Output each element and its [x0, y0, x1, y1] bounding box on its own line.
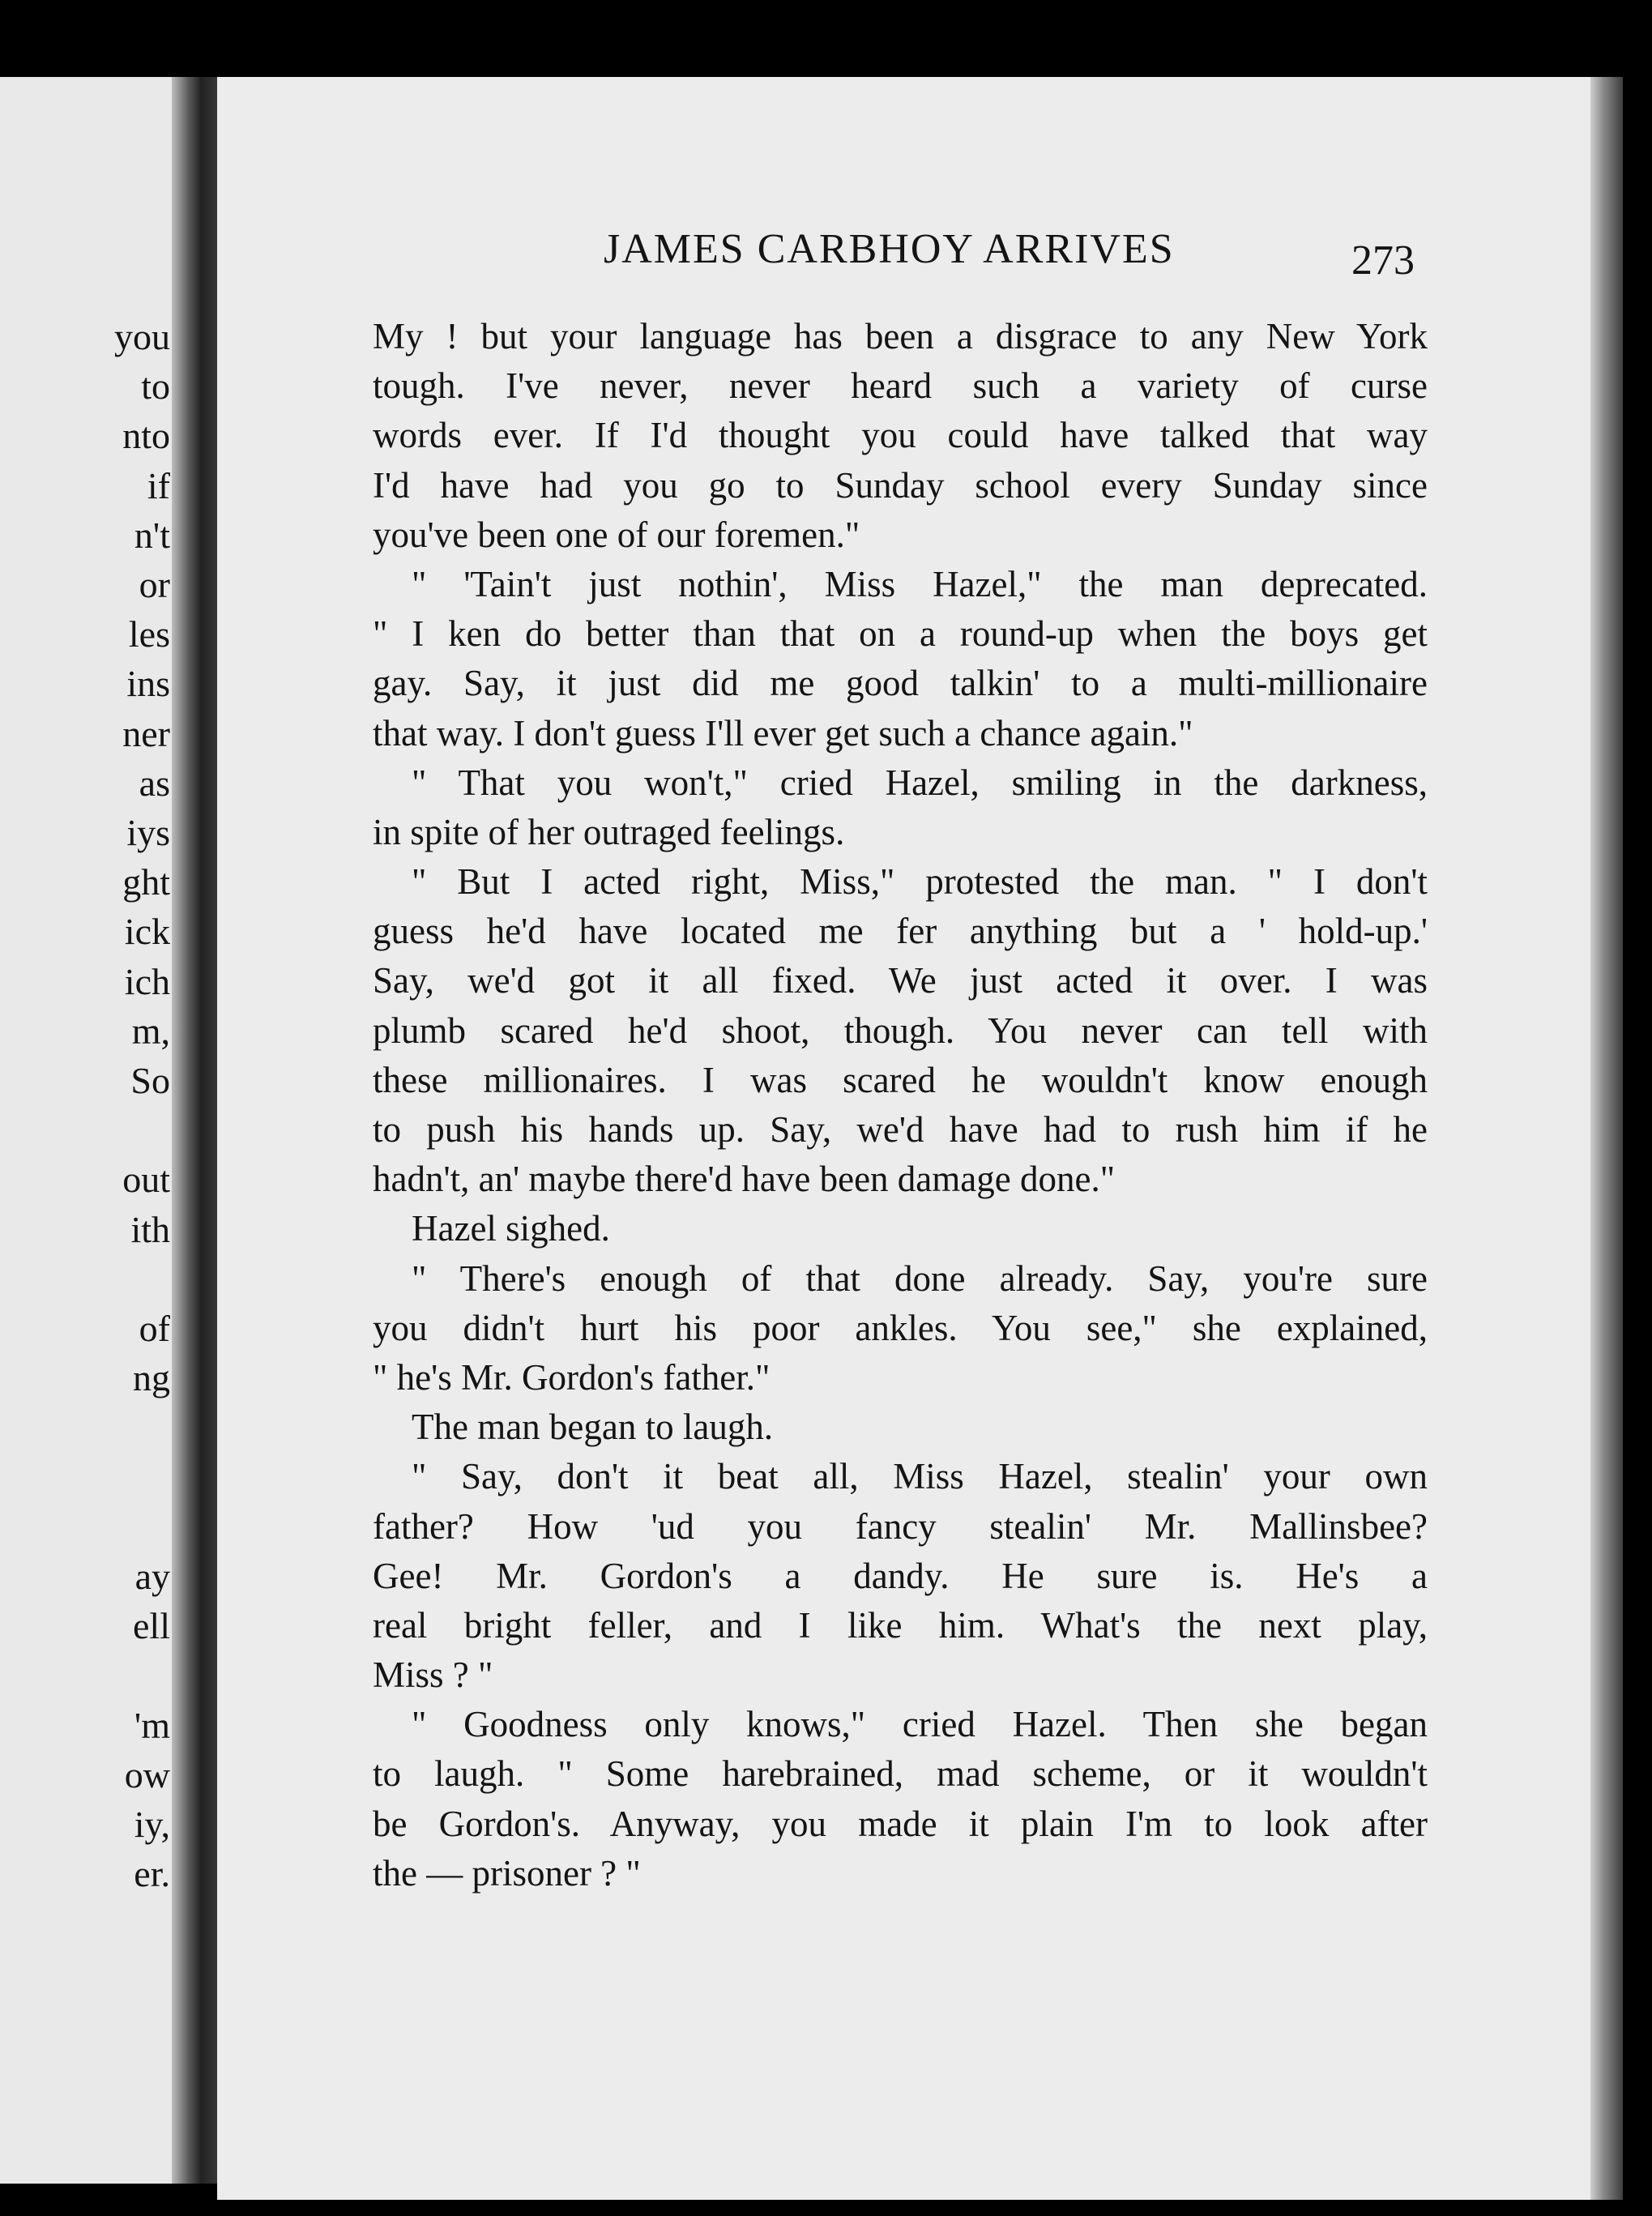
text-line: guess he'd have located me fer anything but a ' hold-up.' [373, 911, 1428, 952]
text-line: to laugh. " Some harebrained, mad scheme, or it wouldn't [373, 1753, 1428, 1795]
left-page-fragment: ner [122, 712, 170, 754]
left-page-fragment: of [139, 1308, 170, 1349]
text-line: " That you won't," cried Hazel, smiling in the darkness, [412, 762, 1428, 803]
left-page-fragment: iy, [134, 1804, 170, 1845]
left-page-fragment: 'm [134, 1704, 170, 1746]
left-page-fragment: or [139, 564, 170, 605]
left-page-fragment: So [130, 1060, 170, 1101]
text-line: tough. I've never, never heard such a variety of curse [373, 365, 1428, 407]
text-line: Gee! Mr. Gordon's a dandy. He sure is. He's a [373, 1555, 1428, 1596]
left-page-fragment: if [147, 464, 170, 506]
text-line: plumb scared he'd shoot, though. You never can tell with [373, 1010, 1428, 1051]
text-line: Miss ? " [373, 1655, 493, 1696]
text-line: gay. Say, it just did me good talkin' to a multi-millionaire [373, 663, 1428, 704]
text-line: these millionaires. I was scared he wouldn't know enough [373, 1059, 1428, 1100]
text-line: The man began to laugh. [412, 1407, 774, 1448]
text-line: " Say, don't it beat all, Miss Hazel, stealin' your own [412, 1456, 1428, 1497]
book-gutter [172, 77, 220, 2184]
left-page-fragment: nto [122, 415, 170, 457]
left-facing-page [0, 77, 185, 2184]
left-page-fragment: m, [131, 1010, 170, 1052]
text-line: " But I acted right, Miss," protested the man. " I don't [412, 861, 1428, 903]
page-edge [1590, 77, 1623, 2200]
text-line: to push his hands up. Say, we'd have had to rush him if he [373, 1109, 1428, 1150]
text-line: words ever. If I'd thought you could have talked that way [373, 415, 1428, 456]
left-page-fragment: ich [124, 960, 170, 1002]
running-head: JAMES CARBHOY ARRIVES [604, 226, 1175, 272]
text-line: I'd have had you go to Sunday school every Sunday since [373, 464, 1428, 506]
text-line: Say, we'd got it all fixed. We just acted it over. I was [373, 960, 1428, 1001]
left-page-fragment: you [114, 316, 170, 357]
left-page-fragment: n't [134, 514, 170, 556]
left-page-fragment: les [128, 613, 170, 655]
text-line: My ! but your language has been a disgrace to any New York [373, 316, 1428, 357]
left-page-fragment: to [141, 365, 170, 408]
left-page-fragment: ell [133, 1605, 170, 1647]
left-page-fragment: ay [134, 1556, 170, 1597]
text-line: hadn't, an' maybe there'd have been damage done." [373, 1159, 1116, 1200]
left-page-fragment: ith [130, 1208, 170, 1250]
text-line: you didn't hurt his poor ankles. You see," she explained, [373, 1307, 1428, 1348]
text-line: be Gordon's. Anyway, you made it plain I'm to look after [373, 1803, 1428, 1844]
text-line: in spite of her outraged feelings. [373, 811, 845, 852]
left-page-fragment: iys [126, 812, 170, 853]
text-line: that way. I don't guess I'll ever get such a chance again." [373, 712, 1193, 754]
text-line: " he's Mr. Gordon's father." [373, 1356, 771, 1398]
left-page-fragment: ow [124, 1753, 170, 1795]
left-page-fragment: ng [133, 1357, 170, 1399]
text-line: you've been one of our foremen." [373, 514, 860, 555]
page-number: 273 [1351, 237, 1415, 284]
body-text [373, 312, 1428, 1898]
left-page-fragment: ick [124, 911, 170, 953]
text-line: " 'Tain't just nothin', Miss Hazel," the man deprecated. [412, 563, 1428, 604]
text-line: father? How 'ud you fancy stealin' Mr. Mallinsbee? [373, 1505, 1428, 1547]
text-line: " I ken do better than that on a round-up when the boys get [373, 613, 1428, 655]
left-page-fragment: ght [122, 861, 170, 903]
text-line: the — prisoner ? " [373, 1852, 641, 1894]
text-line: " There's enough of that done already. Say, you're sure [412, 1257, 1428, 1299]
text-line: " Goodness only knows," cried Hazel. Then she began [412, 1704, 1428, 1745]
left-page-fragment: ins [126, 663, 170, 705]
left-page-fragment: out [122, 1159, 170, 1201]
left-page-fragment: as [139, 762, 170, 804]
text-line: real bright feller, and I like him. What's the next play, [373, 1604, 1428, 1646]
text-line: Hazel sighed. [412, 1208, 610, 1249]
left-page-fragment: er. [134, 1853, 170, 1895]
